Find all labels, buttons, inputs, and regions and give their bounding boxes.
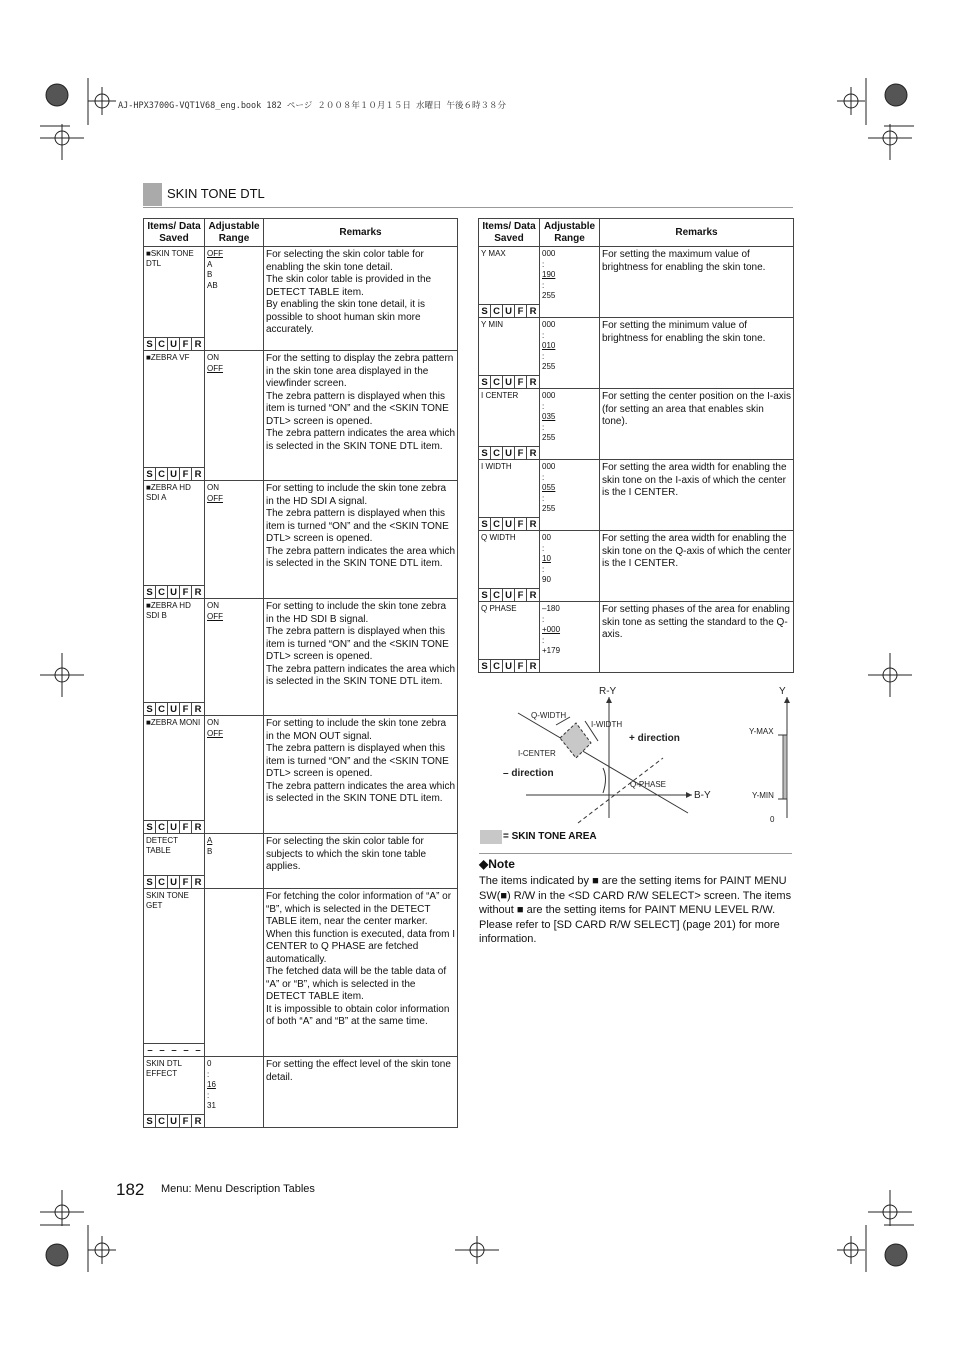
remarks-cell [264,351,458,481]
data-saved-flags [479,375,539,388]
print-header: AJ-HPX3700G-VQT1V68_eng.book 182 ページ ２００８年１０月１５日 水曜日 午後６時３８分 [118,101,507,111]
range-value: : [542,259,545,269]
remarks-cell [264,481,458,599]
range-values [205,247,263,291]
range-cell [540,389,600,460]
range-value: 255 [542,433,556,442]
range-value: OFF [207,249,223,258]
data-saved-flags [479,588,539,601]
item-name: Q WIDTH [481,533,516,542]
item-name: Y MIN [481,320,504,329]
flag-cell: C [491,304,503,317]
range-value: 000 [542,249,556,258]
y-label: Y [779,686,786,697]
range-value: : [542,472,545,482]
data-saved-flags [479,304,539,317]
section-heading [143,183,793,208]
range-values [205,481,263,504]
flag-cell: U [168,585,180,598]
range-values [540,602,599,657]
flag-cell: R [192,820,204,833]
col-header-range: Adjustable Range [540,219,600,247]
range-values [205,716,263,739]
data-saved-flags [144,1043,204,1056]
range-value: : [542,543,545,553]
range-value: 000 [542,391,556,400]
item-name: DETECT TABLE [146,836,178,855]
table-row [144,834,458,889]
flag-cell: U [503,446,515,459]
remarks-text: For setting the area width for enabling the skin tone on the I-axis of which the center is the I CENTER. [602,462,787,498]
i-width-label: I-WIDTH [591,720,623,729]
note-title: ◆Note [479,857,515,871]
flag-cell: R [192,467,204,480]
range-value: : [542,280,545,290]
remarks-cell [264,599,458,716]
range-value: ON [207,718,219,727]
range-values [540,531,599,586]
range-cell [205,599,264,716]
flag-cell: F [180,1114,192,1127]
range-value: 0 [207,1059,212,1068]
range-cell [540,460,600,531]
flag-cell: F [515,588,527,601]
range-cell [540,247,600,318]
remarks-text: For setting to include the skin tone zebra in the MON OUT signal. The zebra pattern is displayed when this item is turned “ON” and the <SKIN TONE DTL> screen is opened. The zebra pattern indicates the area which is selected in the SKIN TONE DTL item. [266,718,455,804]
item-name: ■SKIN TONE DTL [146,249,194,268]
left-settings-table [143,218,458,1128]
flag-cell: C [491,375,503,388]
flag-cell: – [156,1043,168,1056]
flag-cell: S [144,467,156,480]
range-values [205,1057,263,1112]
item-cell [144,481,205,599]
flag-cell: R [527,375,539,388]
range-values [205,889,263,891]
range-value: ON [207,353,219,362]
flag-cell: C [156,702,168,715]
item-name: ■ZEBRA MONI [146,718,201,727]
range-value: 055 [542,483,556,492]
item-name: SKIN DTL EFFECT [146,1059,182,1078]
flag-cell: C [491,588,503,601]
remarks-text: For setting to include the skin tone zebra in the HD SDI A signal. The zebra pattern is displayed when this item is turned “ON” and the <SKIN TONE DTL> screen is opened. The zebra pattern indicates the area which is selected in the SKIN TONE DTL item. [266,483,455,569]
data-saved-flags [144,467,204,480]
plus-direction-label: + direction [629,733,680,744]
item-cell [479,602,540,673]
skin-tone-area-diagram [478,683,798,828]
flag-cell: R [192,875,204,888]
flag-cell: R [527,659,539,672]
range-value: 00 [542,533,551,542]
table-row [479,531,794,602]
range-values [205,834,263,857]
data-saved-flags [144,702,204,715]
table-row [144,889,458,1057]
item-cell [479,318,540,389]
col-header-range: Adjustable Range [205,219,264,247]
flag-cell: F [180,875,192,888]
range-value: OFF [207,728,223,738]
flag-cell: U [168,467,180,480]
item-cell [144,1057,205,1128]
range-values [540,318,599,373]
flag-cell: S [479,659,491,672]
item-name: ■ZEBRA VF [146,353,190,362]
flag-cell: U [503,304,515,317]
remarks-cell [600,247,794,318]
flag-cell: R [527,588,539,601]
remarks-cell [600,460,794,531]
range-value: : [542,564,545,574]
remarks-cell [600,389,794,460]
flag-cell: S [144,585,156,598]
item-name: ■ZEBRA HD SDI A [146,483,191,502]
range-cell [540,318,600,389]
range-value: 16 [207,1080,216,1089]
table-row [144,351,458,481]
remarks-text: For setting the effect level of the skin tone detail. [266,1059,451,1083]
range-value: 90 [542,575,551,584]
range-value: B [207,846,213,856]
flag-cell: C [156,820,168,833]
remarks-cell [264,889,458,1057]
flag-cell: F [515,517,527,530]
flag-cell: C [491,446,503,459]
range-value: 31 [207,1101,216,1110]
range-value: 000 [542,320,556,329]
flag-cell: S [144,702,156,715]
note-divider [479,853,792,854]
range-value: +179 [542,646,561,655]
flag-cell: R [527,304,539,317]
item-cell [479,389,540,460]
q-phase-label: Q-PHASE [630,780,667,789]
table-row [144,599,458,716]
remarks-cell [600,531,794,602]
range-value: AB [207,280,218,290]
ry-label: R-Y [599,686,617,697]
range-cell [205,889,264,1057]
remarks-cell [600,602,794,673]
range-value: ON [207,483,219,492]
table-row [144,247,458,351]
flag-cell: S [144,875,156,888]
item-name: I WIDTH [481,462,512,471]
flag-cell: F [180,337,192,350]
range-cell [205,481,264,599]
item-name: SKIN TONE GET [146,891,189,910]
range-value: : [542,351,545,361]
flag-cell: S [144,1114,156,1127]
q-width-label: Q-WIDTH [531,711,567,720]
table-row [479,460,794,531]
col-header-remarks: Remarks [264,219,458,247]
flag-cell: S [479,446,491,459]
flag-cell: F [515,375,527,388]
table-row [479,247,794,318]
flag-cell: U [168,702,180,715]
remarks-text: For setting the center position on the I-axis (for setting an area that enables skin tone). [602,391,791,427]
section-marker [143,183,162,206]
flag-cell: U [503,517,515,530]
remarks-text: For fetching the color information of “A” or “B”, which is selected in the DETECT TABLE item, near the center marker. When this function is executed, data from I CENTER to Q PHASE are fetched automatically. The fetched data will be the table data of “A” or “B”, which is selected in the DETECT TABLE item. It is impossible to obtain color information of both “A” and “B” at the same time. [266,891,455,1027]
range-value: : [542,422,545,432]
range-value: 10 [542,554,551,563]
flag-cell: S [479,375,491,388]
item-name: Y MAX [481,249,506,258]
item-name: Q PHASE [481,604,517,613]
flag-cell: U [503,588,515,601]
item-cell [144,247,205,351]
item-cell [144,599,205,716]
item-cell [479,531,540,602]
range-value: : [542,330,545,340]
note-text: The items indicated by ■ are the setting items for PAINT MENU SW(■) R/W in the <SD CARD R/W SELECT> screen. The items without ■ are the setting items for PAINT MENU LEVEL R/W. Please refer to [SD CARD R/W SELECT] (page 201) for more information. [479,875,792,945]
y-max-label: Y-MAX [749,727,774,736]
table-row [144,716,458,834]
data-saved-flags [479,446,539,459]
data-saved-flags [479,659,539,672]
table-row [479,602,794,673]
data-saved-flags [479,517,539,530]
minus-direction-label: – direction [503,768,554,779]
item-cell [144,834,205,889]
flag-cell: F [515,659,527,672]
range-values [540,389,599,444]
item-cell [144,716,205,834]
item-name: I CENTER [481,391,519,400]
item-cell [479,247,540,318]
range-value: : [542,401,545,411]
range-value: 255 [542,291,556,300]
flag-cell: F [180,467,192,480]
range-value: ON [207,601,219,610]
flag-cell: S [144,820,156,833]
range-cell [205,247,264,351]
data-saved-flags [144,1114,204,1127]
range-values [205,599,263,622]
flag-cell: C [491,517,503,530]
remarks-cell [600,318,794,389]
flag-cell: C [156,1114,168,1127]
flag-cell: R [192,585,204,598]
zero-label: 0 [770,815,775,824]
remarks-text: For selecting the skin color table for subjects to which the skin tone table applies. [266,836,427,872]
range-values [540,460,599,515]
flag-cell: – [168,1043,180,1056]
note-body [479,874,797,947]
range-value: B [207,270,213,279]
flag-cell: U [168,1114,180,1127]
page-section-label: Menu: Menu Description Tables [161,1183,315,1195]
legend-label: = SKIN TONE AREA [503,831,597,842]
remarks-text: For setting the area width for enabling the skin tone on the Q-axis of which the center is the I CENTER. [602,533,791,569]
range-value: : [542,493,545,503]
table-row [144,1057,458,1128]
flag-cell: R [527,517,539,530]
data-saved-flags [144,585,204,598]
flag-cell: U [168,337,180,350]
remarks-cell [264,834,458,889]
remarks-text: For selecting the skin color table for enabling the skin tone detail. The skin color table is provided in the DETECT TABLE item. By enabling the skin tone detail, it is possible to shoot human skin more accurately. [266,249,432,335]
right-settings-table [478,218,794,673]
range-values [205,351,263,374]
flag-cell: F [515,304,527,317]
range-cell [205,1057,264,1128]
remarks-cell [264,1057,458,1128]
flag-cell: C [156,337,168,350]
flag-cell: S [479,304,491,317]
flag-cell: C [156,585,168,598]
flag-cell: U [503,659,515,672]
range-value: OFF [207,611,223,621]
flag-cell: R [192,1114,204,1127]
flag-cell: F [180,702,192,715]
flag-cell: F [180,820,192,833]
flag-cell: U [168,820,180,833]
range-value: : [542,614,545,624]
flag-cell: C [156,467,168,480]
section-title: SKIN TONE DTL [167,186,265,201]
table-row [479,389,794,460]
item-cell [144,351,205,481]
flag-cell: R [192,337,204,350]
range-value: 255 [542,362,556,371]
range-value: A [207,259,213,269]
by-label: B-Y [694,790,711,801]
range-value: 000 [542,462,556,471]
data-saved-flags [144,875,204,888]
range-value: –180 [542,604,560,613]
col-header-items: Items/ Data Saved [479,219,540,247]
flag-cell: R [527,446,539,459]
remarks-text: For setting to include the skin tone zebra in the HD SDI B signal. The zebra pattern is displayed when this item is turned “ON” and the <SKIN TONE DTL> screen is opened. The zebra pattern indicates the area which is selected in the SKIN TONE DTL item. [266,601,455,687]
table-row [479,318,794,389]
flag-cell: U [503,375,515,388]
flag-cell: R [192,702,204,715]
data-saved-flags [144,820,204,833]
flag-cell: S [144,337,156,350]
item-cell [144,889,205,1057]
data-saved-flags [144,337,204,350]
flag-cell: F [515,446,527,459]
i-center-label: I-CENTER [518,749,556,758]
table-row [144,481,458,599]
flag-cell: F [180,585,192,598]
range-value: : [207,1090,210,1100]
col-header-items: Items/ Data Saved [144,219,205,247]
range-value: 010 [542,341,556,350]
range-value: OFF [207,493,223,503]
remarks-text: For the setting to display the zebra pattern in the skin tone area displayed in the viewfinder screen. The zebra pattern is displayed when this item is turned “ON” and the <SKIN TONE DTL> screen is opened. The zebra pattern indicates the area which is selected in the SKIN TONE DTL item. [266,353,455,452]
range-value: OFF [207,363,223,373]
range-value: +000 [542,625,561,634]
col-header-remarks: Remarks [600,219,794,247]
range-value: 255 [542,504,556,513]
remarks-text: For setting the maximum value of brightness for enabling the skin tone. [602,249,766,273]
remarks-text: For setting the minimum value of brightness for enabling the skin tone. [602,320,766,344]
range-cell [205,716,264,834]
range-value: A [207,836,213,845]
range-cell [205,351,264,481]
remarks-cell [264,247,458,351]
skin-tone-area-swatch [480,830,502,844]
range-cell [540,531,600,602]
flag-cell: – [180,1043,192,1056]
flag-cell: S [479,588,491,601]
page-number: 182 [116,1180,145,1199]
range-cell [205,834,264,889]
flag-cell: U [168,875,180,888]
flag-cell: S [479,517,491,530]
range-value: : [542,635,545,645]
item-name: ■ZEBRA HD SDI B [146,601,191,620]
flag-cell: C [491,659,503,672]
range-values [540,247,599,302]
item-cell [479,460,540,531]
range-value: 190 [542,270,556,279]
range-value: 035 [542,412,556,421]
remarks-text: For setting phases of the area for enabling skin tone as setting the standard to the Q-axis. [602,604,790,640]
range-cell [540,602,600,673]
remarks-cell [264,716,458,834]
y-range-bar [783,735,787,799]
flag-cell: – [192,1043,204,1056]
range-value: : [207,1069,210,1079]
flag-cell: – [144,1043,156,1056]
y-min-label: Y-MIN [752,791,774,800]
flag-cell: C [156,875,168,888]
